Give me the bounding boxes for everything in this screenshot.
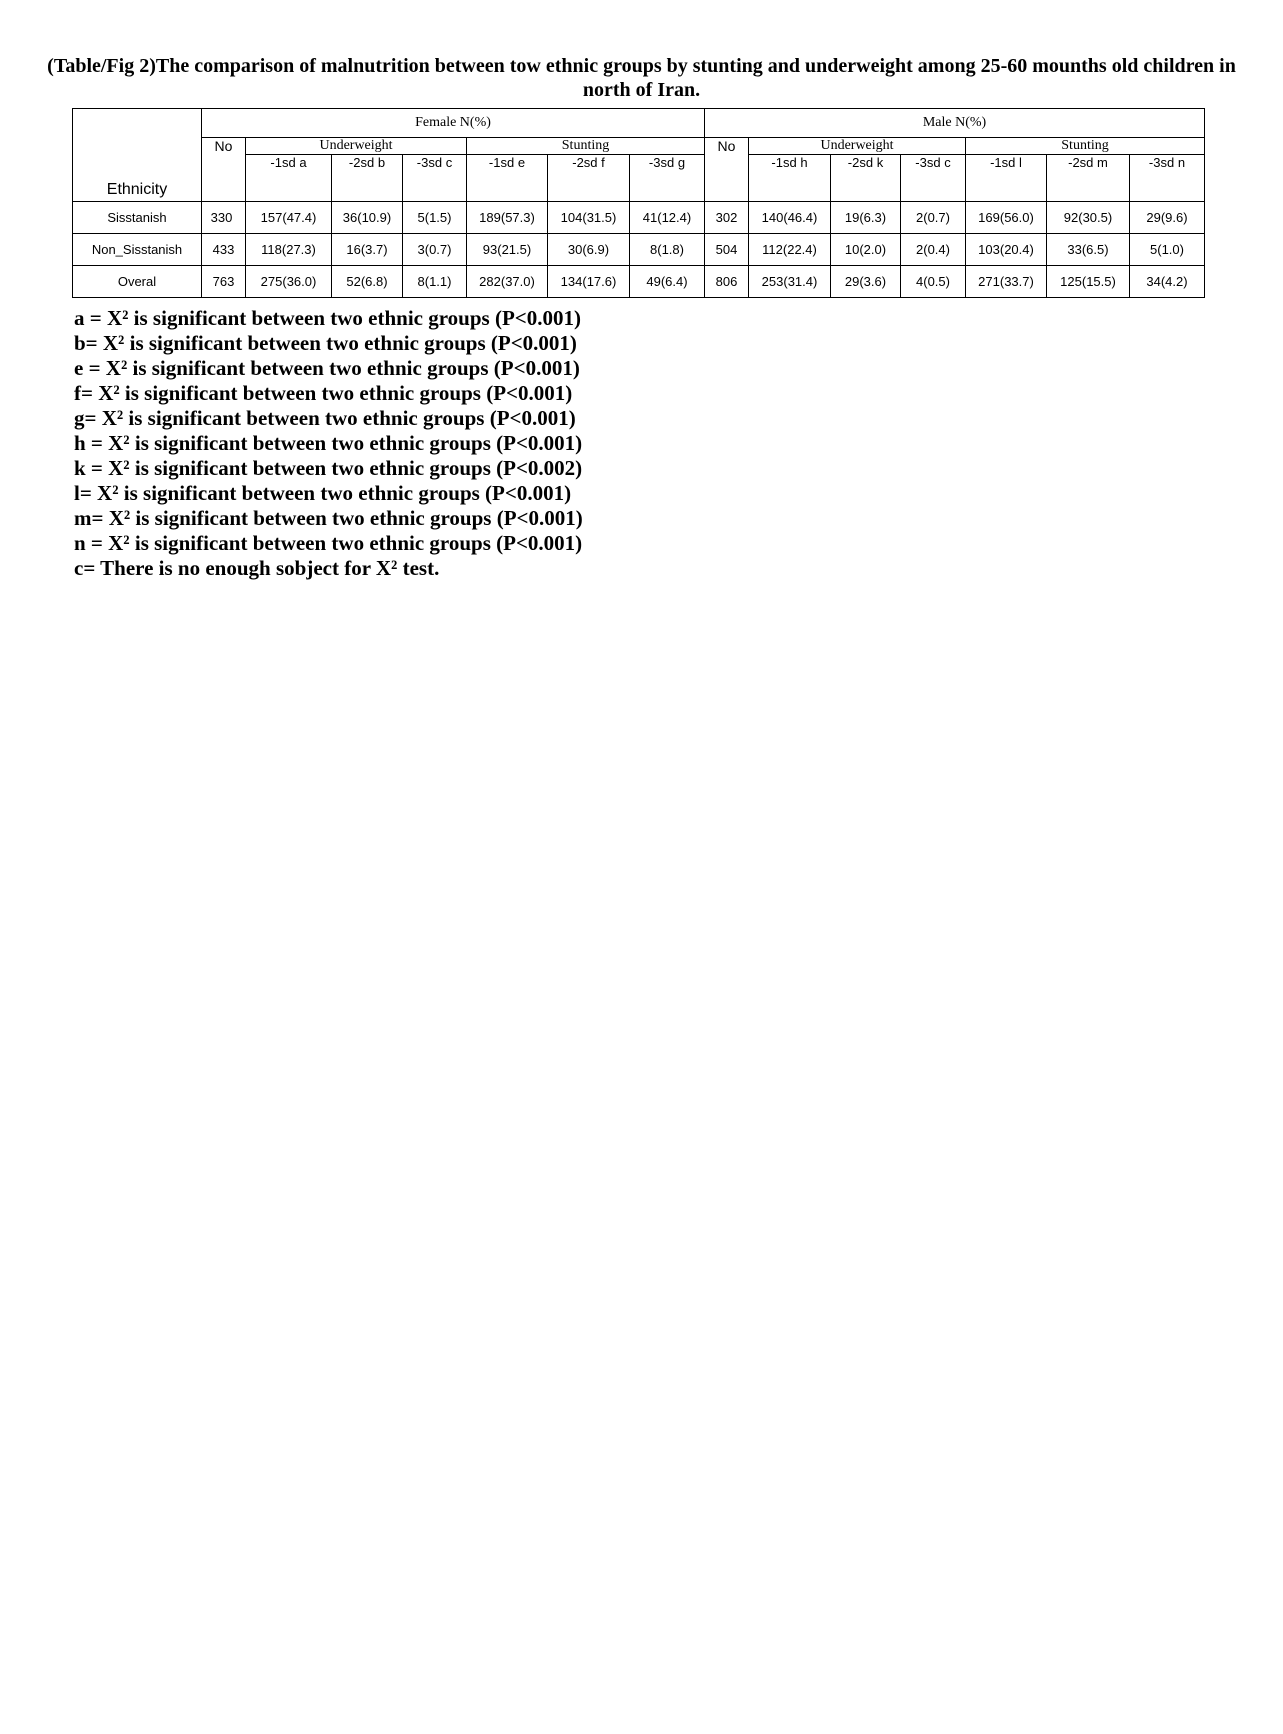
male-sub-header: -2sd k — [831, 155, 901, 171]
footnote: h = X² is significant between two ethnic groups (P<0.001) — [74, 431, 583, 455]
table-cell: 4(0.5) — [901, 266, 966, 298]
footnote: e = X² is significant between two ethnic groups (P<0.001) — [74, 356, 580, 380]
table-cell: 140(46.4) — [749, 202, 831, 234]
row-ethnicity: Sisstanish — [73, 202, 202, 234]
table-cell: 271(33.7) — [966, 266, 1047, 298]
female-sub-header: -1sd e — [467, 155, 548, 171]
table-cell: 103(20.4) — [966, 234, 1047, 266]
table-cell: 125(15.5) — [1047, 266, 1130, 298]
footnote: f= X² is significant between two ethnic groups (P<0.001) — [74, 381, 573, 405]
table-cell: 92(30.5) — [1047, 202, 1130, 234]
female-no-header: No — [202, 138, 246, 202]
footnote: m= X² is significant between two ethnic groups (P<0.001) — [74, 506, 583, 530]
table-cell: 104(31.5) — [548, 202, 630, 234]
table-cell: 29(3.6) — [831, 266, 901, 298]
male-sub-header: -3sd n — [1130, 155, 1205, 171]
table-cell: 93(21.5) — [467, 234, 548, 266]
row-ethnicity: Overal — [73, 266, 202, 298]
table-cell: 275(36.0) — [246, 266, 332, 298]
table-cell: 29(9.6) — [1130, 202, 1205, 234]
table-cell: 16(3.7) — [332, 234, 403, 266]
table-cell: 8(1.1) — [403, 266, 467, 298]
table-cell: 41(12.4) — [630, 202, 705, 234]
male-no-header: No — [705, 138, 749, 202]
table-row — [73, 202, 1205, 234]
row-male-no: 806 — [705, 266, 749, 298]
table-cell: 118(27.3) — [246, 234, 332, 266]
table-cell: 2(0.7) — [901, 202, 966, 234]
row-male-no: 302 — [705, 202, 749, 234]
footnote: n = X² is significant between two ethnic groups (P<0.001) — [74, 531, 583, 555]
footnote: l= X² is significant between two ethnic groups (P<0.001) — [74, 481, 572, 505]
table-cell: 34(4.2) — [1130, 266, 1205, 298]
table-cell: 134(17.6) — [548, 266, 630, 298]
table-cell: 189(57.3) — [467, 202, 548, 234]
footnote: b= X² is significant between two ethnic groups (P<0.001) — [74, 331, 577, 355]
table-cell: 8(1.8) — [630, 234, 705, 266]
female-header: Female N(%) — [202, 109, 705, 138]
female-sub-header: -1sd a — [246, 155, 332, 171]
footnotes — [74, 306, 583, 581]
female-sub-header: -2sd f — [548, 155, 630, 171]
table-cell: 10(2.0) — [831, 234, 901, 266]
row-female-no: 330 — [202, 202, 246, 234]
footnote: c= There is no enough sobject for X² test. — [74, 556, 440, 580]
table-cell: 33(6.5) — [1047, 234, 1130, 266]
footnote: k = X² is significant between two ethnic groups (P<0.002) — [74, 456, 583, 480]
female-sub-header: -3sd g — [630, 155, 705, 171]
table-cell: 3(0.7) — [403, 234, 467, 266]
malnutrition-table — [72, 108, 1205, 298]
table-cell: 30(6.9) — [548, 234, 630, 266]
table-cell: 49(6.4) — [630, 266, 705, 298]
table-cell: 2(0.4) — [901, 234, 966, 266]
female-sub-header: -2sd b — [332, 155, 403, 171]
row-male-no: 504 — [705, 234, 749, 266]
male-sub-header: -1sd h — [749, 155, 831, 171]
ethnicity-header: Ethnicity — [73, 109, 202, 202]
male-sub-header: -1sd l — [966, 155, 1047, 171]
male-header: Male N(%) — [705, 109, 1205, 138]
male-sub-header: -2sd m — [1047, 155, 1130, 171]
table-row — [73, 234, 1205, 266]
male-sub-header: -3sd c — [901, 155, 966, 171]
table-cell: 253(31.4) — [749, 266, 831, 298]
table-cell: 282(37.0) — [467, 266, 548, 298]
footnote: g= X² is significant between two ethnic groups (P<0.001) — [74, 406, 576, 430]
table-row — [73, 266, 1205, 298]
footnote: a = X² is significant between two ethnic groups (P<0.001) — [74, 306, 581, 330]
table-cell: 5(1.0) — [1130, 234, 1205, 266]
row-female-no: 763 — [202, 266, 246, 298]
table-cell: 19(6.3) — [831, 202, 901, 234]
table-cell: 157(47.4) — [246, 202, 332, 234]
female-stunting-header: Stunting — [467, 138, 705, 155]
table-cell: 169(56.0) — [966, 202, 1047, 234]
female-sub-header: -3sd c — [403, 155, 467, 171]
table-cell: 36(10.9) — [332, 202, 403, 234]
female-underweight-header: Underweight — [246, 138, 467, 155]
row-female-no: 433 — [202, 234, 246, 266]
document-title: (Table/Fig 2)The comparison of malnutrition between tow ethnic groups by stunting and underweight among 25-60 mounths old children in north of Iran. — [47, 55, 1236, 101]
male-stunting-header: Stunting — [966, 138, 1205, 155]
table-cell: 112(22.4) — [749, 234, 831, 266]
male-underweight-header: Underweight — [749, 138, 966, 155]
row-ethnicity: Non_Sisstanish — [73, 234, 202, 266]
table-cell: 52(6.8) — [332, 266, 403, 298]
table-cell: 5(1.5) — [403, 202, 467, 234]
